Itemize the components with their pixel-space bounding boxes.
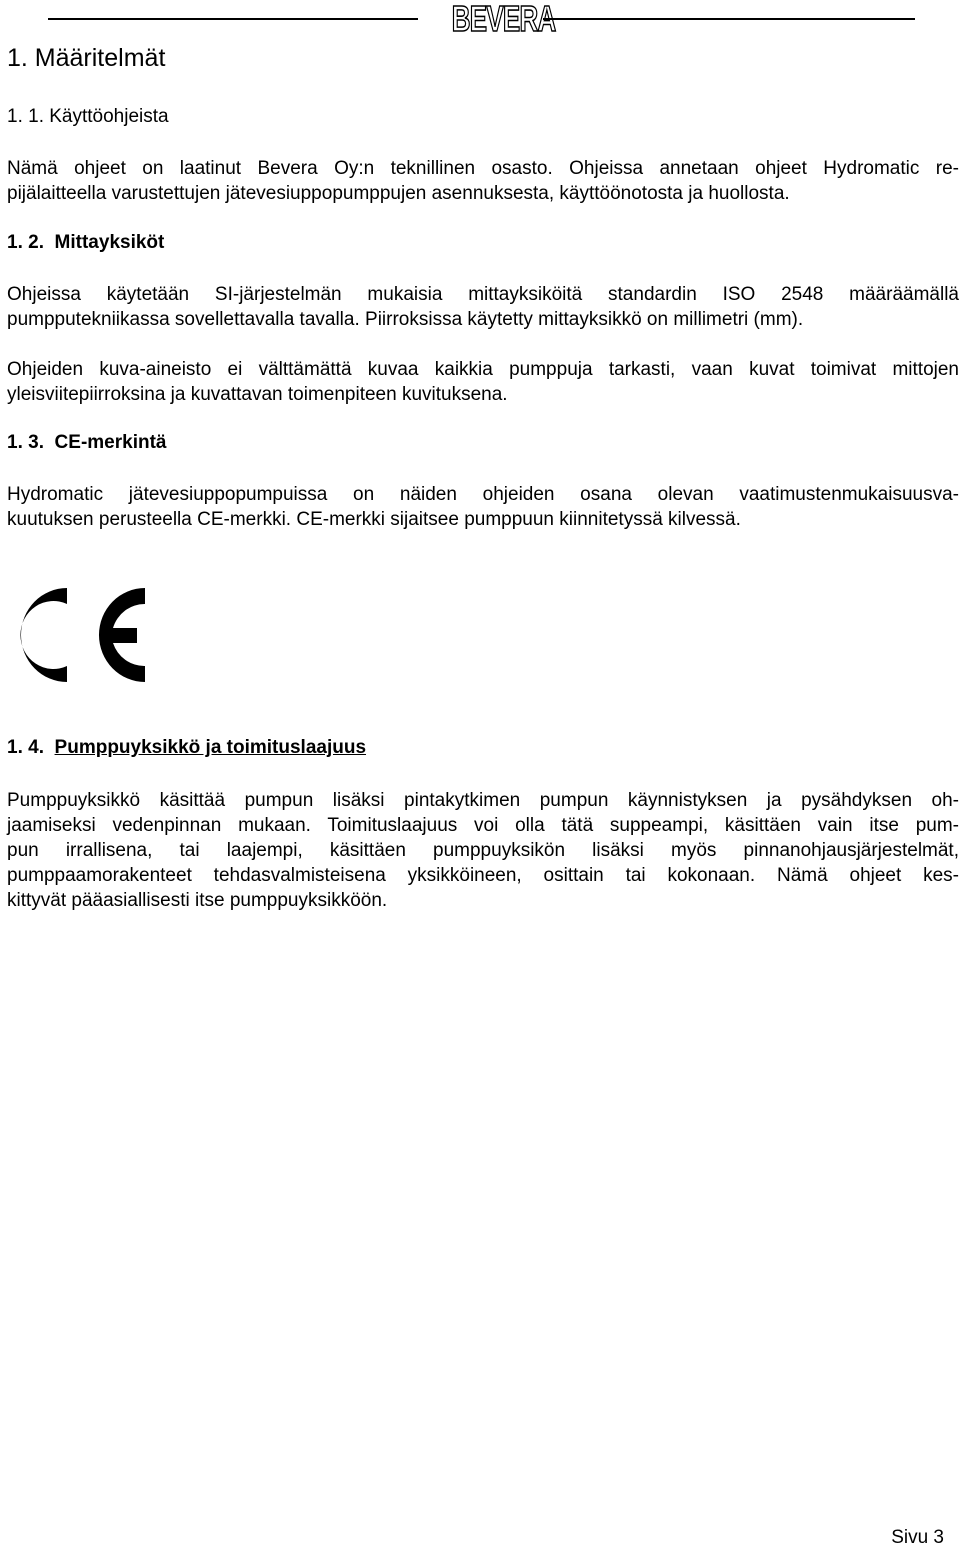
text-line: kuutuksen perusteella CE-merkki. CE-merkki sijaitsee pumppuun kiinnitetyssä kilvessä.: [7, 509, 741, 530]
text-line: Hydromatic jätevesiuppopumpuissa on näiden ohjeiden osana olevan vaatimustenmukaisuusva-: [7, 484, 959, 505]
text-line: pumpputekniikassa sovellettavalla tavalla. Piirroksissa käytetty mittayksikkö on millimetri (mm).: [7, 309, 804, 330]
header-rule-left: [48, 18, 418, 20]
heading-number: 1. 4.: [7, 737, 44, 758]
heading-title: Mittayksiköt: [54, 232, 165, 253]
ce-mark-icon: [5, 583, 150, 687]
bevera-logo: BEVERA: [451, 0, 556, 39]
text-line: pumppaamorakenteet tehdasvalmisteisena yksikköineen, osittain tai kokonaan. Nämä ohjeet kes-: [7, 865, 959, 886]
text-line: Pumppuyksikkö käsittää pumpun lisäksi pintakytkimen pumpun käynnistyksen ja pysähdyksen oh-: [7, 790, 959, 811]
page-number: Sivu 3: [891, 1527, 944, 1548]
section-body-1-2-para1: [7, 282, 959, 332]
section-heading-1-3: [7, 432, 166, 454]
text-line: kittyvät pääasiallisesti itse pumppuyksikköön.: [7, 890, 388, 911]
text-line: pijälaitteella varustettujen jätevesiuppopumppujen asennuksesta, käyttöönotosta ja huollosta.: [7, 183, 790, 204]
section-heading-1-1: 1. 1. Käyttöohjeista: [7, 106, 169, 127]
section-body-1-1: [7, 156, 959, 206]
text-line: yleisviitepiirroksina ja kuvattavan toimenpiteen kuvituksena.: [7, 384, 508, 405]
heading-title: Pumppuyksikkö ja toimituslaajuus: [54, 737, 367, 758]
text-line: jaamiseksi vedenpinnan mukaan. Toimituslaajuus voi olla tätä suppeampi, käsittäen vain itse pum-: [7, 815, 959, 836]
section-heading-1-4: [7, 737, 366, 759]
page-title: 1. Määritelmät: [7, 44, 166, 72]
text-line: Ohjeiden kuva-aineisto ei välttämättä kuvaa kaikkia pumppuja tarkasti, vaan kuvat toimivat mittojen: [7, 359, 959, 380]
heading-number: 1. 2.: [7, 232, 44, 253]
section-body-1-2-para2: [7, 357, 959, 407]
heading-number: 1. 3.: [7, 432, 44, 453]
text-line: pun irrallisena, tai laajempi, käsittäen pumppuyksikön lisäksi myös pinnanohjausjärjestelmät,: [7, 840, 959, 861]
text-line: Ohjeissa käytetään SI-järjestelmän mukaisia mittayksiköitä standardin ISO 2548 määräämällä: [7, 284, 959, 305]
text-line: Nämä ohjeet on laatinut Bevera Oy:n teknillinen osasto. Ohjeissa annetaan ohjeet Hydromatic re-: [7, 158, 959, 179]
header-rule-right: [543, 18, 915, 20]
heading-title: CE-merkintä: [54, 432, 167, 453]
section-body-1-4: [7, 788, 959, 913]
section-body-1-3: [7, 482, 959, 532]
section-heading-1-2: [7, 232, 164, 254]
